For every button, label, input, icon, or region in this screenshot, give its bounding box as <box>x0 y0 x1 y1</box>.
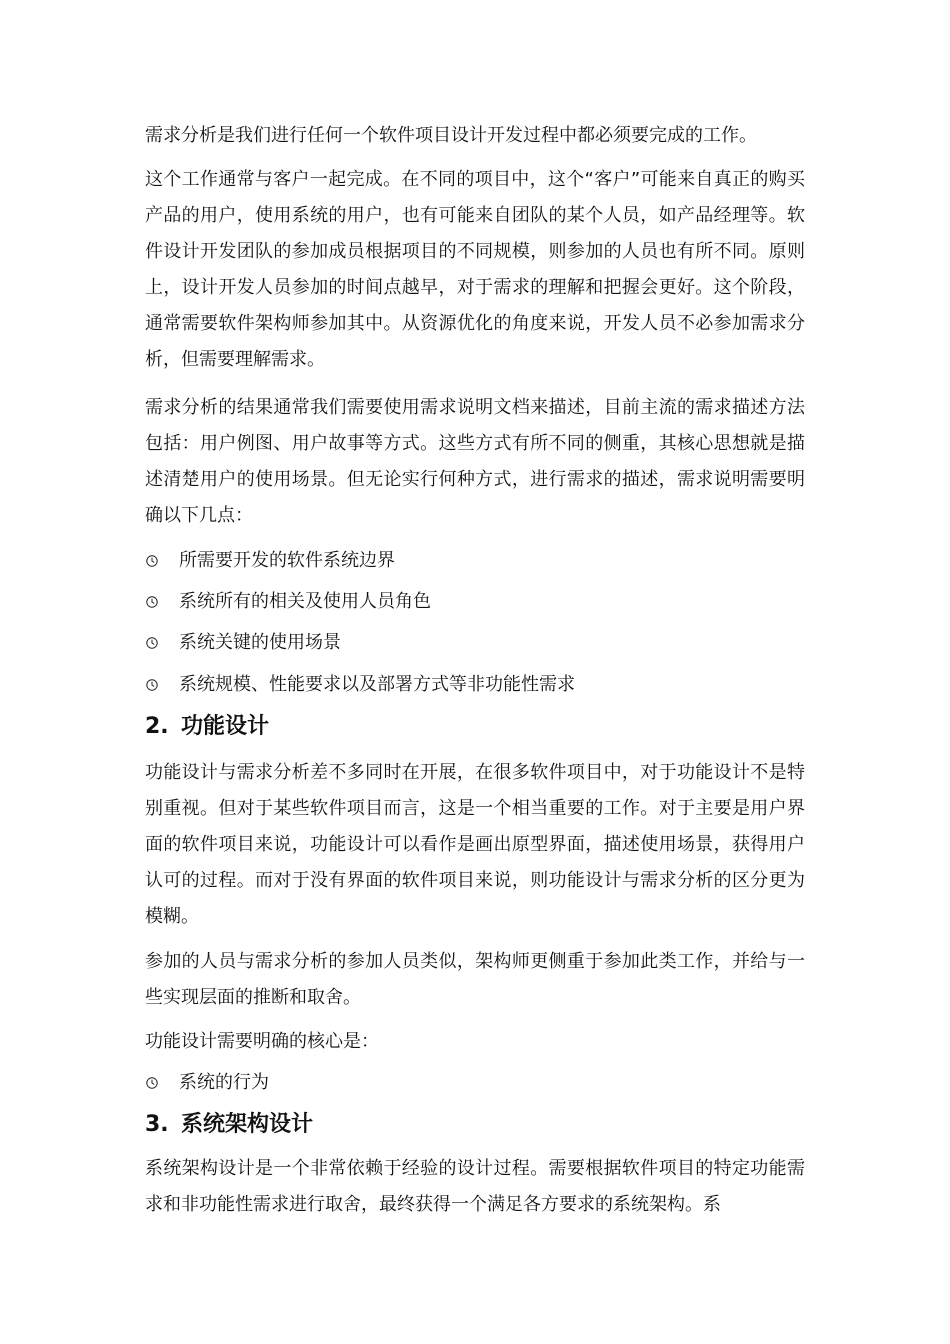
list-item <box>145 625 805 661</box>
paragraph-functional-design: 功能设计与需求分析差不多同时在开展，在很多软件项目中，对于功能设计不是特别重视。但对于某些软件项目而言，这是一个相当重要的工作。对于主要是用户界面的软件项目来说，功能设计可以看作是画出原型界面，描述使用场景，获得用户认可的过程。而对于没有界面的软件项目来说，则功能设计与需求分析的区分更为模糊。 <box>145 762 805 927</box>
section-title: 系统架构设计 <box>181 1112 314 1137</box>
list-item <box>145 1065 805 1101</box>
paragraph-functional-participants: 参加的人员与需求分析的参加人员类似，架构师更侧重于参加此类工作，并给与一些实现层面的推断和取舍。 <box>145 951 805 1008</box>
list-item-text: 系统的行为 <box>179 1072 269 1093</box>
paragraph-requirements-intro: 需求分析是我们进行任何一个软件项目设计开发过程中都必须要完成的工作。 <box>145 125 757 146</box>
clock-bullet-icon <box>145 636 159 650</box>
paragraph-system-architecture: 系统架构设计是一个非常依赖于经验的设计过程。需要根据软件项目的特定功能需求和非功能性需求进行取舍，最终获得一个满足各方要求的系统架构。系 <box>145 1158 805 1215</box>
paragraph-functional-core: 功能设计需要明确的核心是： <box>145 1031 379 1052</box>
clock-bullet-icon <box>145 1076 159 1090</box>
list-item-text: 系统关键的使用场景 <box>179 632 341 653</box>
paragraph-requirements-documentation: 需求分析的结果通常我们需要使用需求说明文档来描述，目前主流的需求描述方法包括：用户例图、用户故事等方式。这些方式有所不同的侧重，其核心思想就是描述清楚用户的使用场景。但无论实行何种方式，进行需求的描述，需求说明需要明确以下几点： <box>145 397 805 526</box>
clock-bullet-icon <box>145 595 159 609</box>
section-number: 2. <box>145 714 169 739</box>
list-item <box>145 584 805 620</box>
list-item <box>145 667 805 703</box>
list-item <box>145 543 805 579</box>
section-title: 功能设计 <box>181 714 270 739</box>
section-heading-functional-design <box>145 709 269 745</box>
clock-bullet-icon <box>145 554 159 568</box>
section-number: 3. <box>145 1112 169 1137</box>
clock-bullet-icon <box>145 678 159 692</box>
paragraph-requirements-participants: 这个工作通常与客户一起完成。在不同的项目中，这个“客户”可能来自真正的购买产品的用户，使用系统的用户，也有可能来自团队的某个人员，如产品经理等。软件设计开发团队的参加成员根据项目的不同规模，则参加的人员也有所不同。原则上，设计开发人员参加的时间点越早，对于需求的理解和把握会更好。这个阶段，通常需要软件架构师参加其中。从资源优化的角度来说，开发人员不必参加需求分析，但需要理解需求。 <box>145 169 805 370</box>
list-item-text: 系统规模、性能要求以及部署方式等非功能性需求 <box>179 674 575 695</box>
list-item-text: 系统所有的相关及使用人员角色 <box>179 591 431 612</box>
list-item-text: 所需要开发的软件系统边界 <box>179 550 395 571</box>
section-heading-system-architecture <box>145 1107 313 1143</box>
